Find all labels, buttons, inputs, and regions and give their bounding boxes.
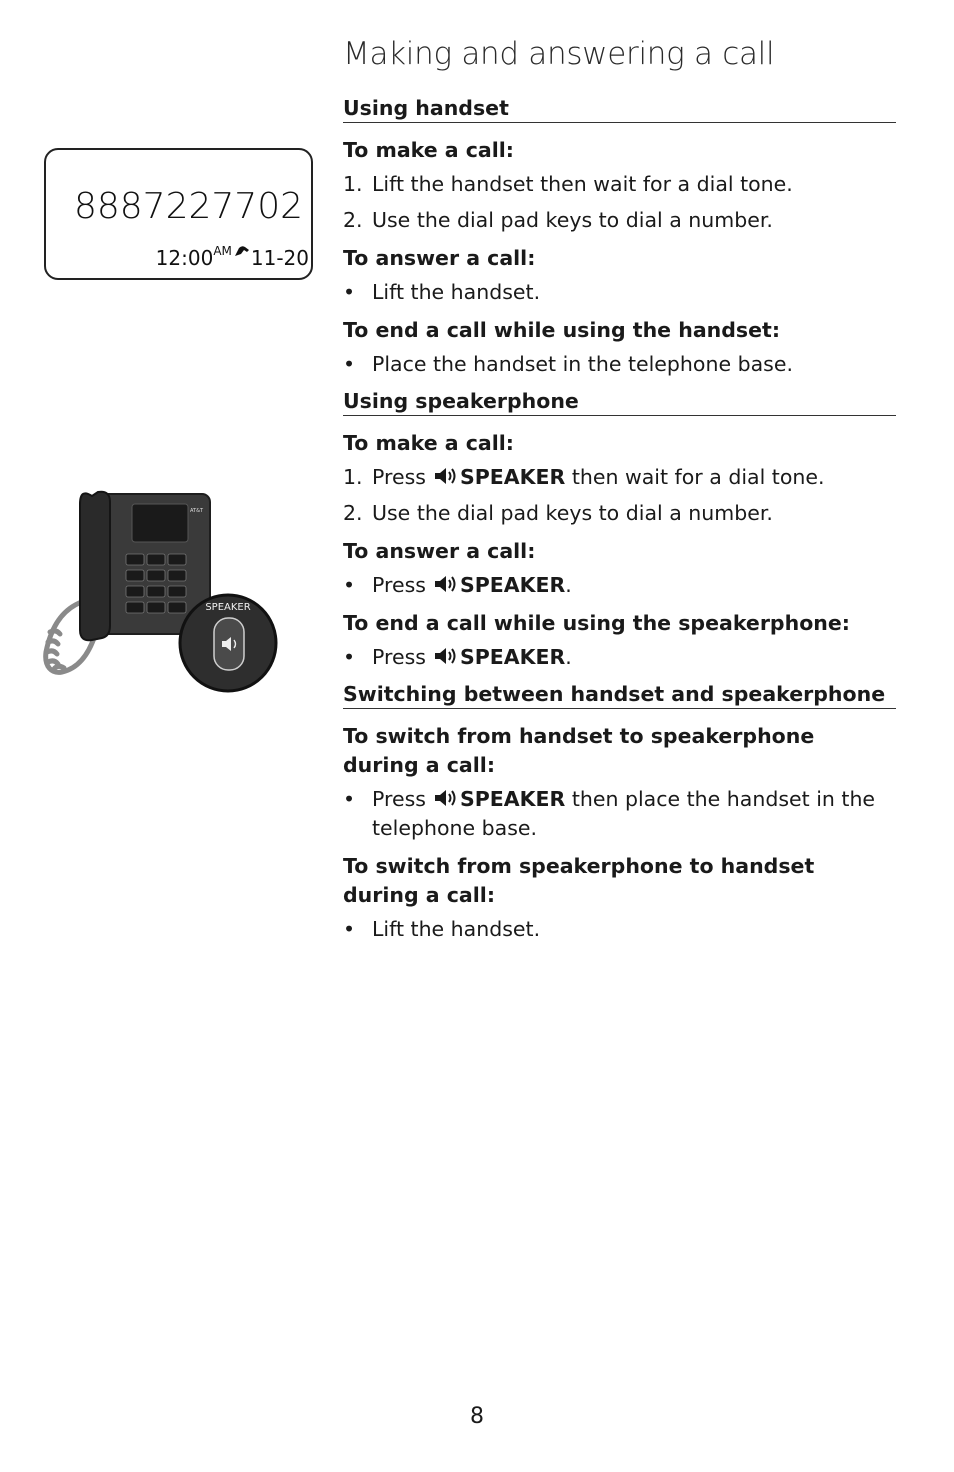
display-status-line (156, 246, 309, 270)
display-time: 12:00 (155, 246, 214, 270)
speaker-icon (434, 788, 460, 808)
instruction-list (343, 463, 896, 528)
list-marker: 2. (343, 208, 363, 232)
section-using-handset (343, 96, 896, 379)
instruction-list (343, 170, 896, 235)
display-ampm: AM (213, 244, 232, 258)
list-item (343, 785, 896, 843)
list-item (343, 915, 896, 944)
sub-heading: To answer a call: (343, 246, 536, 270)
display-phone-number: 8887227702 (73, 186, 303, 227)
list-item-text: Place the handset in the telephone base. (372, 352, 793, 376)
list-item (343, 170, 896, 199)
section-switching (343, 682, 896, 944)
list-marker: 1. (343, 172, 363, 196)
sub-heading: To switch from handset to speakerphone during a call: (343, 724, 815, 777)
page-title: Making and answering a call (343, 36, 775, 72)
list-item (343, 571, 896, 600)
list-item-text: Use the dial pad keys to dial a number. (372, 501, 773, 525)
instructions-content (343, 96, 896, 953)
sub-heading: To end a call while using the speakerphone: (343, 611, 850, 635)
instruction-list (343, 915, 896, 944)
phone-display-screen (44, 148, 313, 280)
list-item (343, 350, 896, 379)
list-marker: • (343, 917, 356, 941)
list-marker: • (343, 787, 356, 811)
section-heading: Using speakerphone (343, 389, 896, 416)
sub-heading: To make a call: (343, 431, 515, 455)
list-item (343, 278, 896, 307)
instruction-list (343, 785, 896, 843)
list-marker: 2. (343, 501, 363, 525)
sub-heading: To answer a call: (343, 539, 536, 563)
page-number: 8 (470, 1404, 484, 1429)
telephone-illustration (40, 482, 286, 697)
list-item-text: Lift the handset. (372, 917, 541, 941)
lcd-screen (132, 504, 188, 542)
list-item-text: Press SPEAKER. (372, 645, 572, 669)
list-item-text: Lift the handset. (372, 280, 541, 304)
display-date: 11-20 (250, 246, 309, 270)
list-marker: • (343, 280, 356, 304)
section-heading: Using handset (343, 96, 896, 123)
sub-heading: To switch from speakerphone to handset during a call: (343, 854, 815, 907)
list-item-text: Press SPEAKER then wait for a dial tone. (372, 465, 825, 489)
instruction-list (343, 643, 896, 672)
list-item-text: Lift the handset then wait for a dial tone. (372, 172, 793, 196)
speaker-callout-label: SPEAKER (205, 602, 251, 613)
section-heading: Switching between handset and speakerphone (343, 682, 896, 709)
instruction-list (343, 278, 896, 307)
list-item (343, 463, 896, 492)
sub-heading: To make a call: (343, 138, 515, 162)
instruction-list (343, 571, 896, 600)
list-item-text: Use the dial pad keys to dial a number. (372, 208, 773, 232)
speaker-icon (434, 574, 460, 594)
list-marker: 1. (343, 465, 363, 489)
handset-body (80, 492, 110, 641)
instruction-list (343, 350, 896, 379)
list-marker: • (343, 645, 356, 669)
speaker-icon (434, 466, 460, 486)
list-item-text: Press SPEAKER. (372, 573, 572, 597)
list-item (343, 643, 896, 672)
svg-text:AT&T: AT&T (190, 508, 204, 514)
list-marker: • (343, 352, 356, 376)
list-item-text: Press SPEAKER then place the handset in the telephone base. (372, 787, 876, 840)
speaker-icon (434, 646, 460, 666)
list-item (343, 499, 896, 528)
sub-heading: To end a call while using the handset: (343, 318, 781, 342)
section-using-speakerphone (343, 389, 896, 672)
list-item (343, 206, 896, 235)
list-marker: • (343, 573, 356, 597)
handset-off-hook-icon (233, 244, 251, 258)
